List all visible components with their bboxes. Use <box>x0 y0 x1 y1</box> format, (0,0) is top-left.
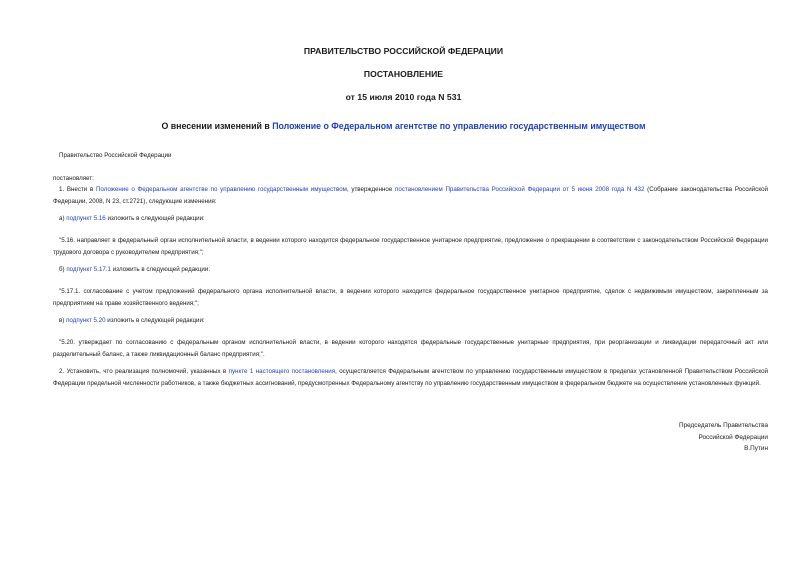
item-2-suffix: , осуществляется Федеральным агентством по управлению государственным имуществом в пределах установленной Правительством Российской Федерации предельной численности работников, а также бюджетных ассигнований, предусмотренных Федеральному агентству по управлению государственным имуществом в федеральном бюджете на осуществление установленных функций. <box>53 368 769 387</box>
subitem-c-suffix: изложить в следующей редакции: <box>105 317 205 324</box>
government-heading: ПРАВИТЕЛЬСТВО РОССИЙСКОЙ ФЕДЕРАЦИИ <box>303 46 504 56</box>
item-1-prefix: 1. Внести в <box>59 186 96 193</box>
subitem-c-text: "5.20. утверждает по согласованию с федеральным органом исполнительной власти, в ведении которого находятся федеральные государственные унитарные предприятия, при реорганизации и ликвидации передаточный акт или разделительный баланс, а также ликвидационный баланс предприятия;". <box>53 339 768 358</box>
item-1-paragraph <box>53 184 768 207</box>
item-1-link-regulation[interactable]: Положение о Федеральном агентстве по управлению государственным имуществом <box>95 186 347 193</box>
item-1-mid: , утвержденное <box>346 186 396 193</box>
subitem-b <box>59 264 774 276</box>
signature-block <box>568 420 768 455</box>
subitem-b-prefix: б) <box>59 266 67 273</box>
subitem-a-link[interactable]: подпункт 5.16 <box>66 215 106 222</box>
subitem-c <box>59 315 774 327</box>
item-2-paragraph <box>53 366 768 389</box>
subitem-b-link[interactable]: подпункт 5.17.1 <box>66 266 111 273</box>
signature-title-2: Российской Федерации <box>698 433 768 441</box>
doc-type-heading: ПОСТАНОВЛЕНИЕ <box>363 69 444 79</box>
date-number-heading: от 15 июля 2010 года N 531 <box>345 92 462 102</box>
item-2-link[interactable]: пункте 1 настоящего постановления <box>228 368 336 375</box>
subitem-a-suffix: изложить в следующей редакции: <box>105 215 205 222</box>
subitem-a-prefix: а) <box>59 215 67 222</box>
signature-name: В.Путин <box>744 445 768 452</box>
subitem-b-text: "5.17.1. согласование с учетом предложений федерального органа исполнительной власти, в ведении которого находится федеральное государственное унитарное предприятие, сделок с недвижимым имуществом, закрепленным за предприятием на праве хозяйственного ведения;"; <box>53 288 768 307</box>
subitem-b-suffix: изложить в следующей редакции: <box>111 266 211 273</box>
item-1-suffix: (Собрание законодательства Российской Федерации, 2008, N 23, ст.2721), следующие изменения: <box>53 186 768 205</box>
subitem-c-prefix: в) <box>59 317 67 324</box>
subitem-c-link[interactable]: подпункт 5.20 <box>66 317 106 324</box>
item-2-prefix: 2. Установить, что реализация полномочий, указанных в <box>59 368 229 375</box>
subitem-a-text: "5.16. направляет в федеральный орган исполнительной власти, в ведении которого находится федеральное государственное унитарное предприятие, предложение о прекращении в соответствии с законодательством Российской Федерации трудового договора с руководителем предприятия;"; <box>53 237 768 256</box>
document-title <box>0 121 807 131</box>
item-1-link-decree-432[interactable]: постановлением Правительства Российской Федерации от 5 июня 2008 года N 432 <box>395 186 645 193</box>
signature-title-1: Председатель Правительства <box>679 422 768 429</box>
title-link-regulation[interactable]: Положение о Федеральном агентстве по управлению государственным имуществом <box>272 121 646 131</box>
title-prefix: О внесении изменений в <box>161 121 273 131</box>
decrees-text: постановляет: <box>53 175 94 182</box>
subitem-a <box>59 213 774 225</box>
intro-text: Правительство Российской Федерации <box>59 152 172 159</box>
